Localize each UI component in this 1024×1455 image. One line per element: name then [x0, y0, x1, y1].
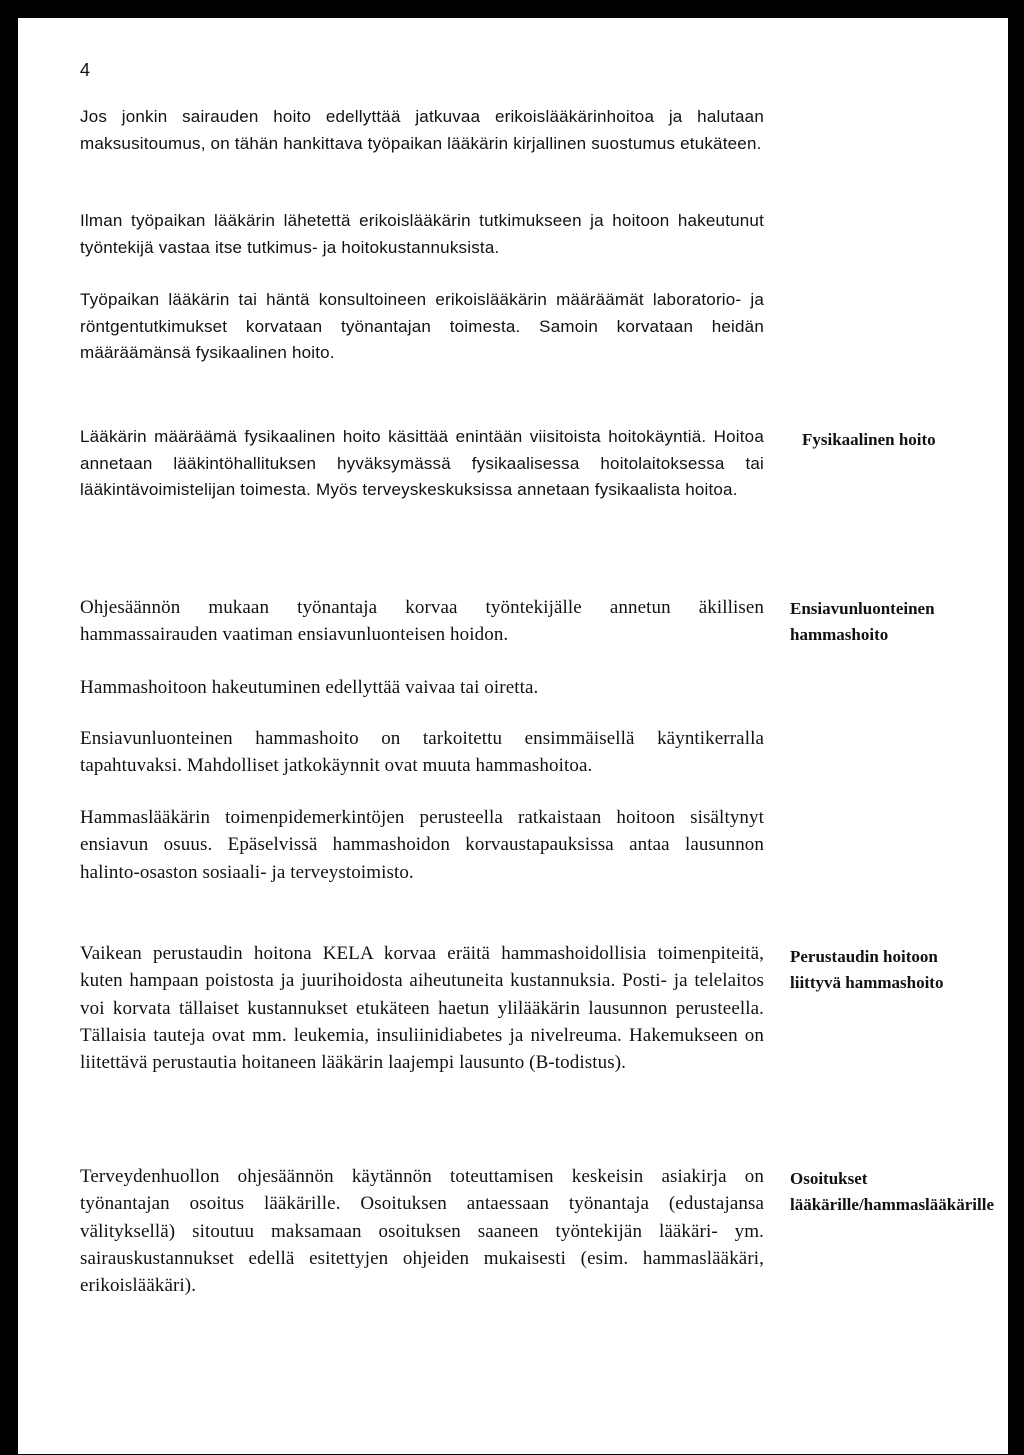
paragraph-lab-xray: Työpaikan lääkärin tai häntä konsultoineen erikoislääkärin määräämät laboratorio- ja röntgentutkimukset korvataan työnantajan toimesta. Samoin korvataan heidän määräämänsä fysikaalinen hoito. [80, 290, 764, 363]
paragraph-referral-document: Terveydenhuollon ohjesäännön käytännön toteuttamisen keskeisin asiakirja on työnantajan osoitus lääkärille. Osoituksen antaessaan työnantaja (edustajansa välityksellä) sitoutuu maksamaan osoituksen saaneen työntekijän lääkäri- ym. sairauskustannukset edellä esitettyjen ohjeiden mukaisesti (esim. hammaslääkäri, erikoislääkäri). [80, 1166, 764, 1297]
page-number: 4 [80, 60, 91, 80]
margin-note-emergency-dental: Ensiavunluonteinen hammashoito [790, 599, 935, 644]
paragraph-dental-symptom: Hammashoitoon hakeutuminen edellyttää vaivaa tai oiretta. [80, 677, 539, 698]
margin-note-underlying-disease: Perustaudin hoitoon liittyvä hammashoito [790, 947, 944, 992]
paragraph-first-visit: Ensiavunluonteinen hammashoito on tarkoitettu ensimmäisellä käyntikerralla tapahtuvaksi. Mahdolliset jatkokäynnit ovat muuta hammashoitoa. [80, 728, 764, 777]
paragraph-physiotherapy: Lääkärin määräämä fysikaalinen hoito käsittää enintään viisitoista hoitokäyntiä. Hoitoa annetaan lääkintöhallituksen hyväksymässä fysikaalisessa hoitolaitoksessa tai lääkintävoimistelijan toimesta. Myös terveyskeskuksissa annetaan fysikaalista hoitoa. [80, 427, 764, 500]
paragraph-emergency-dental: Ohjesäännön mukaan työnantaja korvaa työntekijälle annetun äkillisen hammassairauden vaatiman ensiavunluonteisen hoidon. [80, 597, 764, 646]
paragraph-referral: Ilman työpaikan lääkärin lähetettä erikoislääkärin tutkimukseen ja hoitoon hakeutunut työntekijä vastaa itse tutkimus- ja hoitokustannuksista. [80, 211, 764, 257]
paragraph-kela-dental: Vaikean perustaudin hoitona KELA korvaa eräitä hammashoidollisia toimenpiteitä, kuten hampaan poistosta ja juurihoidosta aiheutuneita kustannuksia. Posti- ja telelaitos voi korvata tällaiset kustannukset etukäteen haetun ylilääkärin lausunnon perusteella. Tällaisia tauteja ovat mm. leukemia, insuliinidiabetes ja nivelreuma. Hakemukseen on liitettävä perustautia hoitaneen lääkärin laajempi lausunto (B-todistus). [80, 943, 764, 1074]
margin-note-physiotherapy: Fysikaalinen hoito [802, 430, 936, 449]
margin-note-referrals: Osoitukset lääkärille/hammaslääkärille [790, 1169, 994, 1214]
paragraph-dentist-records: Hammaslääkärin toimenpidemerkintöjen perusteella ratkaistaan hoitoon sisältynyt ensiavun osuus. Epäselvissä hammashoidon korvaustapauksissa antaa lausunnon halinto-osaston sosiaali- ja terveystoimisto. [80, 807, 764, 883]
scan-border-left [0, 0, 18, 1455]
paragraph-specialist-care: Jos jonkin sairauden hoito edellyttää jatkuvaa erikoislääkärinhoitoa ja halutaan maksusitoumus, on tähän hankittava työpaikan lääkärin kirjallinen suostumus etukäteen. [80, 107, 764, 153]
scan-border-right [1008, 0, 1024, 1455]
